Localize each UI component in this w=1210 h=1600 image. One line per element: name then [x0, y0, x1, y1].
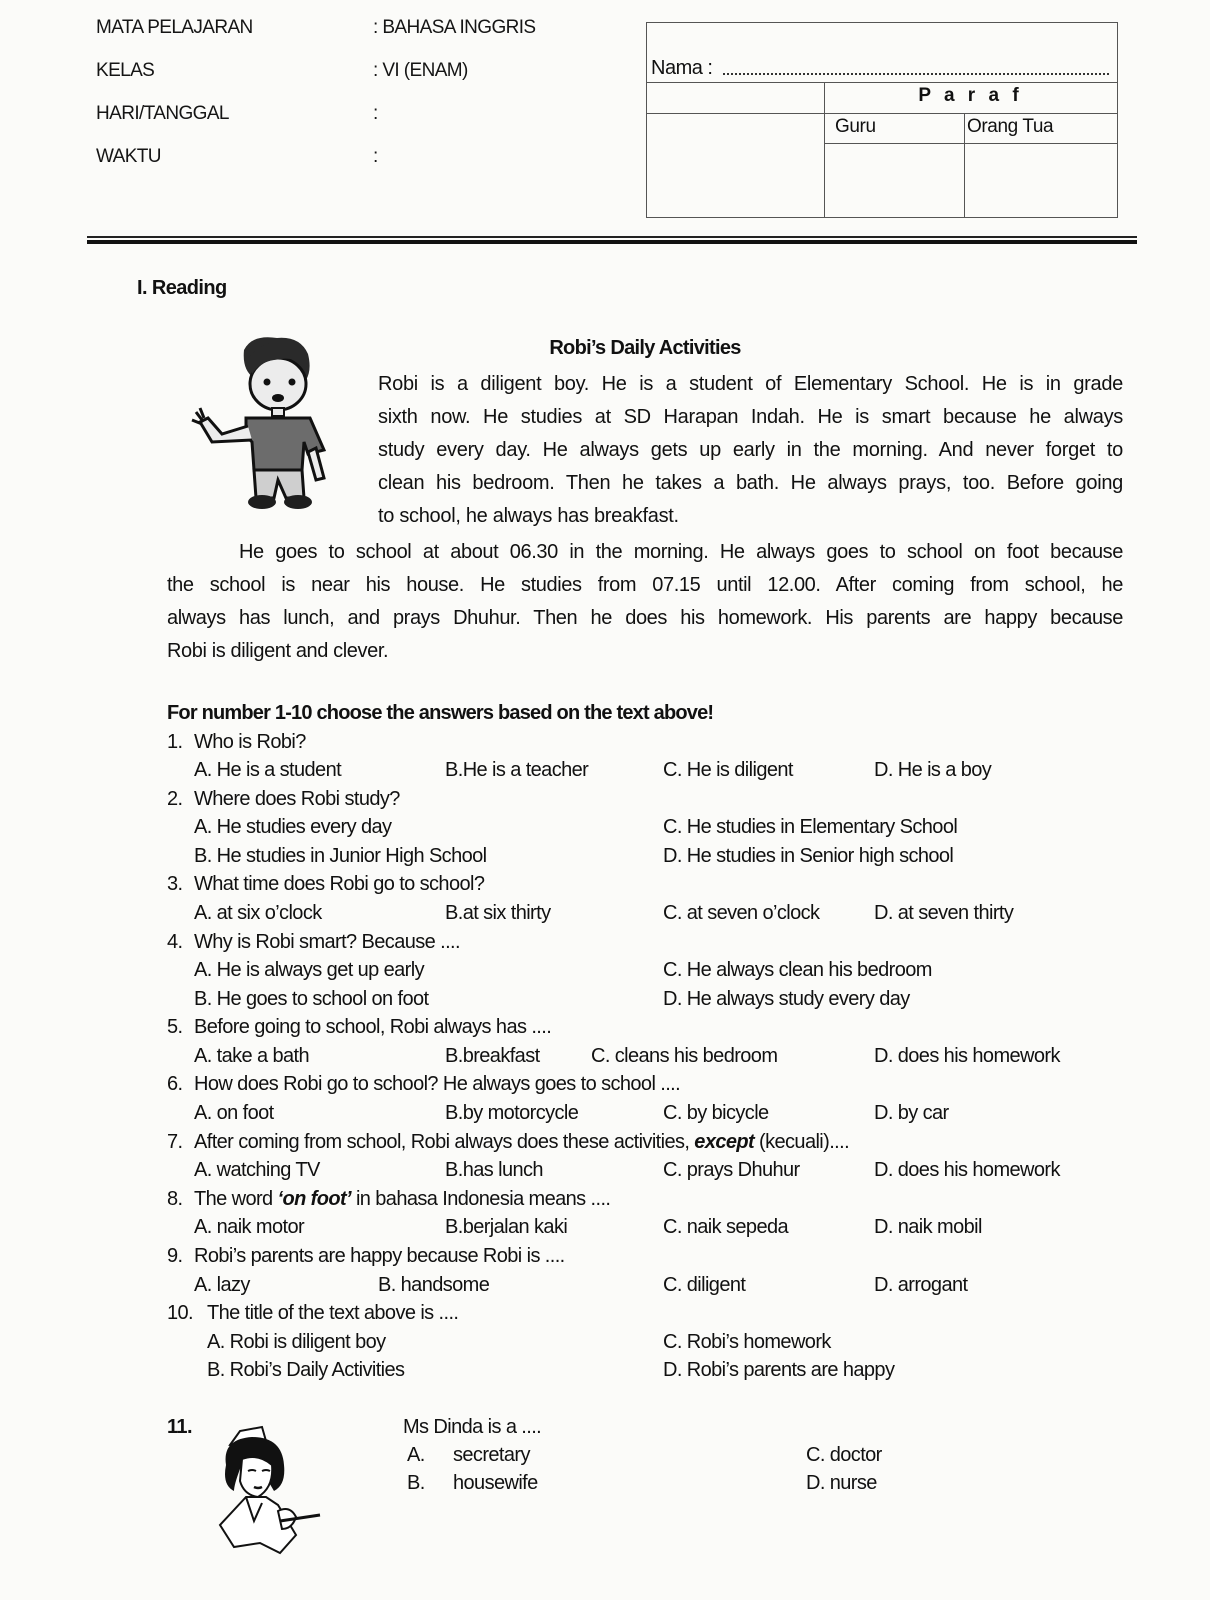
question-11-number: 11.: [167, 1416, 192, 1438]
option-d[interactable]: D. arrogant: [874, 1274, 968, 1296]
question-text: Robi’s parents are happy because Robi is ....: [194, 1245, 565, 1267]
question-number: 1.: [167, 731, 183, 753]
option-c[interactable]: C. by bicycle: [663, 1102, 769, 1124]
option-a[interactable]: A. take a bath: [194, 1045, 310, 1067]
time-label: WAKTU: [96, 146, 161, 167]
nurse-icon: [200, 1425, 340, 1555]
option-d[interactable]: D. naik mobil: [874, 1216, 982, 1238]
question-number: 8.: [167, 1188, 183, 1210]
passage-line: sixth now. He studies at SD Harapan Indah. He is smart because he always: [378, 406, 1123, 428]
question-text: How does Robi go to school? He always goes to school ....: [194, 1073, 681, 1095]
emphasis-text: except: [694, 1131, 755, 1153]
instruction-text: For number 1-10 choose the answers based on the text above!: [167, 702, 714, 724]
option-a[interactable]: A. He studies every day: [194, 816, 392, 838]
paraf-heading: P a r a f: [918, 85, 1023, 106]
question-10: [167, 1302, 458, 1325]
option-a[interactable]: A. at six o’clock: [194, 902, 322, 924]
question-text: After coming from school, Robi always does these activities,: [194, 1131, 695, 1153]
option-c[interactable]: C. He studies in Elementary School: [663, 816, 958, 838]
passage-line: the school is near his house. He studies from 07.15 until 12.00. After coming from school, he: [167, 574, 1123, 596]
option-c[interactable]: C. He is diligent: [663, 759, 793, 781]
option-c[interactable]: C. prays Dhuhur: [663, 1159, 800, 1181]
section-title: I. Reading: [137, 277, 227, 299]
option-d[interactable]: D. Robi’s parents are happy: [663, 1359, 895, 1381]
option-b[interactable]: B. He studies in Junior High School: [194, 845, 487, 867]
option-a[interactable]: A. Robi is diligent boy: [207, 1331, 386, 1353]
question-5: [167, 1016, 551, 1039]
question-text: Why is Robi smart? Because ....: [194, 931, 460, 953]
option-text: housewife: [453, 1472, 538, 1494]
option-b[interactable]: B. Robi’s Daily Activities: [207, 1359, 405, 1381]
time-value[interactable]: :: [373, 146, 378, 167]
question-text: Who is Robi?: [194, 731, 306, 753]
question-text: What time does Robi go to school?: [194, 873, 485, 895]
option-d[interactable]: D. at seven thirty: [874, 902, 1014, 924]
option-c[interactable]: C. cleans his bedroom: [591, 1045, 778, 1067]
question-text: in bahasa Indonesia means ....: [351, 1188, 611, 1210]
question-4: [167, 931, 460, 954]
subject-value: : BAHASA INGGRIS: [373, 17, 536, 38]
divider: [964, 113, 965, 217]
option-text: secretary: [453, 1444, 530, 1466]
option-b[interactable]: B. handsome: [378, 1274, 490, 1296]
question-number: 4.: [167, 931, 183, 953]
question-2: [167, 788, 400, 811]
question-6: [167, 1073, 680, 1096]
option-b[interactable]: B.He is a teacher: [445, 759, 589, 781]
question-number: 9.: [167, 1245, 183, 1267]
question-7: [167, 1131, 849, 1154]
question-number: 3.: [167, 873, 183, 895]
option-letter: A.: [407, 1444, 425, 1466]
question-11-text: Ms Dinda is a ....: [403, 1416, 542, 1438]
option-c[interactable]: C. naik sepeda: [663, 1216, 789, 1238]
question-9: [167, 1245, 565, 1268]
question-number: 10.: [167, 1302, 194, 1324]
question-text: The title of the text above is ....: [207, 1302, 459, 1324]
question-text: Before going to school, Robi always has ....: [194, 1016, 552, 1038]
option-d[interactable]: D. He always study every day: [663, 988, 910, 1010]
option-d[interactable]: D. He is a boy: [874, 759, 992, 781]
option-c[interactable]: C. diligent: [663, 1274, 746, 1296]
option-c[interactable]: C. at seven o’clock: [663, 902, 820, 924]
option-d[interactable]: D. does his homework: [874, 1159, 1060, 1181]
passage-line: Robi is diligent and clever.: [167, 640, 389, 662]
question-text: (kecuali)....: [754, 1131, 850, 1153]
option-b[interactable]: B.at six thirty: [445, 902, 551, 924]
option-b[interactable]: B.has lunch: [445, 1159, 543, 1181]
divider: [647, 113, 1117, 114]
question-number: 5.: [167, 1016, 183, 1038]
option-b[interactable]: B.breakfast: [445, 1045, 540, 1067]
class-label: KELAS: [96, 60, 155, 81]
passage-paragraph-2: [167, 536, 1123, 668]
date-value[interactable]: :: [373, 103, 378, 124]
question-8: [167, 1188, 610, 1211]
option-a[interactable]: A. He is always get up early: [194, 959, 424, 981]
question-number: 7.: [167, 1131, 183, 1153]
option-a[interactable]: A. He is a student: [194, 759, 342, 781]
date-label: HARI/TANGGAL: [96, 103, 229, 124]
passage-line: clean his bedroom. Then he takes a bath. He always prays, too. Before going: [378, 472, 1123, 494]
name-signature-box: [646, 22, 1118, 218]
question-1: [167, 731, 306, 754]
passage-title: Robi’s Daily Activities: [549, 337, 741, 359]
option-a[interactable]: A. on foot: [194, 1102, 274, 1124]
header-rule-thin: [87, 236, 1137, 238]
parent-signature-label: Orang Tua: [967, 116, 1054, 137]
option-b[interactable]: B.berjalan kaki: [445, 1216, 568, 1238]
option-c[interactable]: C. He always clean his bedroom: [663, 959, 932, 981]
option-c[interactable]: C. Robi’s homework: [663, 1331, 831, 1353]
passage-line: Robi is a diligent boy. He is a student of Elementary School. He is in grade: [378, 373, 1123, 395]
passage-line: always has lunch, and prays Dhuhur. Then he does his homework. His parents are happy because: [167, 607, 1123, 629]
question-3: [167, 873, 484, 896]
passage-line: to school, he always has breakfast.: [378, 505, 679, 527]
option-a[interactable]: A. watching TV: [194, 1159, 320, 1181]
header-rule-thick: [87, 240, 1137, 244]
option-b[interactable]: B. He goes to school on foot: [194, 988, 429, 1010]
passage-line: study every day. He always gets up early in the morning. And never forget to: [378, 439, 1123, 461]
option-letter: B.: [407, 1472, 425, 1494]
name-label: Nama :: [651, 57, 713, 79]
question-number: 2.: [167, 788, 183, 810]
teacher-signature-label: Guru: [835, 116, 876, 137]
emphasis-text: ‘on foot’: [277, 1188, 351, 1210]
option-d[interactable]: D. nurse: [806, 1472, 877, 1494]
option-d[interactable]: D. does his homework: [874, 1045, 1060, 1067]
passage-line: He goes to school at about 06.30 in the morning. He always goes to school on foot because: [239, 541, 1123, 563]
class-value: : VI (ENAM): [373, 60, 468, 81]
divider: [824, 143, 1117, 144]
name-field[interactable]: [723, 73, 1109, 75]
question-text: The word: [194, 1188, 278, 1210]
option-b[interactable]: [407, 1472, 538, 1495]
option-b[interactable]: B.by motorcycle: [445, 1102, 579, 1124]
option-d[interactable]: D. by car: [874, 1102, 949, 1124]
option-d[interactable]: D. He studies in Senior high school: [663, 845, 954, 867]
question-text: Where does Robi study?: [194, 788, 400, 810]
passage-paragraph-1: [378, 368, 1123, 533]
option-a[interactable]: A. lazy: [194, 1274, 250, 1296]
option-a[interactable]: [407, 1444, 530, 1467]
subject-label: MATA PELAJARAN: [96, 17, 253, 38]
option-c[interactable]: C. doctor: [806, 1444, 882, 1466]
option-a[interactable]: A. naik motor: [194, 1216, 305, 1238]
question-number: 6.: [167, 1073, 183, 1095]
boy-waving-icon: [182, 330, 352, 510]
